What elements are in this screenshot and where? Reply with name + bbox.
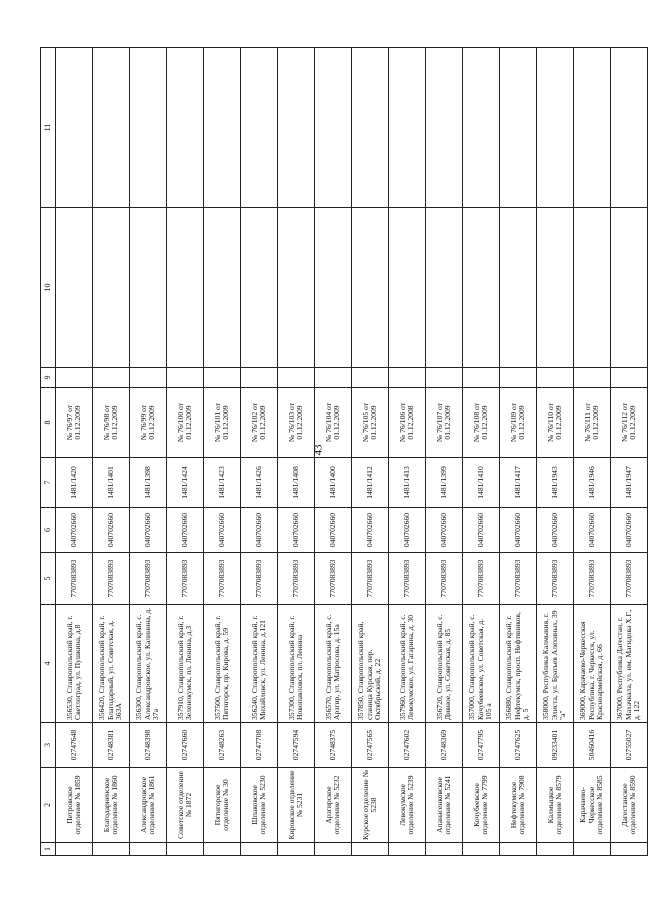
cell-empty [537, 48, 574, 208]
cell-inn: 7707083893 [463, 553, 500, 605]
cell-reg: 1481/1426 [241, 458, 278, 508]
col-header: 7 [41, 458, 56, 508]
cell-name: Левокумское отделение № 5239 [389, 768, 426, 843]
table-row [537, 48, 574, 856]
cell-address: 357500, Ставропольский край, г. Пятигорск, пр. Кирова, д. 59 [204, 605, 241, 723]
cell-kpp: 040702660 [56, 508, 93, 553]
cell-name: Нефтекумское отделение № 7908 [500, 768, 537, 843]
cell-inn: 7707083893 [93, 553, 130, 605]
cell-doc: № 76/106 от 01.12.2008 [389, 388, 426, 458]
table-row [56, 48, 93, 856]
cell-doc: № 76/107 от 01.12.2009 [426, 388, 463, 458]
cell-code: 02748263 [204, 723, 241, 768]
cell-num [315, 843, 352, 856]
cell-name: Апанасенковское отделение № 5241 [426, 768, 463, 843]
cell-reg: 1481/1946 [574, 458, 611, 508]
cell-doc: № 76/103 от 01.12.2009 [278, 388, 315, 458]
cell-empty [56, 208, 93, 368]
cell-name: Дагестанское отделение № 8590 [611, 768, 648, 843]
cell-num [611, 843, 648, 856]
cell-name: Советское отделение № 1872 [167, 768, 204, 843]
cell-empty [537, 368, 574, 388]
col-header: 3 [41, 723, 56, 768]
cell-address: 357000, Ставропольский край, с. Кочубеевское, ул. Советская, д. 105 а [463, 605, 500, 723]
cell-empty [500, 48, 537, 208]
cell-inn: 7707083893 [278, 553, 315, 605]
branch-table [40, 47, 648, 856]
cell-kpp: 040702660 [278, 508, 315, 553]
cell-name: Пятигорское отделение № 30 [204, 768, 241, 843]
cell-kpp: 040702660 [537, 508, 574, 553]
cell-empty [56, 368, 93, 388]
cell-code: 02747565 [352, 723, 389, 768]
cell-empty [537, 208, 574, 368]
cell-empty [93, 208, 130, 368]
cell-num [426, 843, 463, 856]
cell-kpp: 040702660 [389, 508, 426, 553]
cell-empty [574, 48, 611, 208]
cell-empty [389, 48, 426, 208]
cell-empty [167, 208, 204, 368]
cell-address: 356300, Ставропольский край, с. Александровское, ул. Калинина, д. 37а [130, 605, 167, 723]
cell-reg: 1481/1400 [315, 458, 352, 508]
cell-kpp: 040702660 [204, 508, 241, 553]
cell-address: 369000, Карачаево-Черкесская Республика, г. Черкесск, ул. Красноармейская, д. 66 [574, 605, 611, 723]
cell-code: 02747708 [241, 723, 278, 768]
cell-num [93, 843, 130, 856]
cell-inn: 7707083893 [167, 553, 204, 605]
cell-empty [130, 208, 167, 368]
cell-num [167, 843, 204, 856]
col-header: 6 [41, 508, 56, 553]
cell-address: 357910, Ставропольский край, г. Зеленокумск, пл. Ленина, д.3 [167, 605, 204, 723]
cell-doc: № 76/112 от 01.12.2009 [611, 388, 648, 458]
cell-empty [204, 368, 241, 388]
cell-num [352, 843, 389, 856]
cell-code: 02748375 [315, 723, 352, 768]
cell-empty [352, 368, 389, 388]
cell-doc: № 76/99 от 01.12.2009 [130, 388, 167, 458]
cell-address: 356720, Ставропольский край, с. Дивное, ул. Советская, д. 85 [426, 605, 463, 723]
cell-code: 02747660 [167, 723, 204, 768]
cell-kpp: 040702660 [463, 508, 500, 553]
cell-empty [463, 208, 500, 368]
cell-code: 02747602 [389, 723, 426, 768]
cell-empty [463, 48, 500, 208]
cell-num [130, 843, 167, 856]
cell-inn: 7707083893 [574, 553, 611, 605]
cell-reg: 1481/1423 [204, 458, 241, 508]
cell-name: Петровское отделение № 1859 [56, 768, 93, 843]
cell-empty [315, 48, 352, 208]
cell-code: 02747594 [278, 723, 315, 768]
cell-num [537, 843, 574, 856]
table-row [352, 48, 389, 856]
cell-name: Кировское отделение № 5231 [278, 768, 315, 843]
cell-doc: № 76/97 от 01.12.2009 [56, 388, 93, 458]
table-row [167, 48, 204, 856]
cell-empty [463, 368, 500, 388]
cell-inn: 7707083893 [241, 553, 278, 605]
cell-empty [315, 368, 352, 388]
table-row [426, 48, 463, 856]
cell-empty [315, 208, 352, 368]
cell-empty [241, 48, 278, 208]
table-row [389, 48, 426, 856]
cell-name: Александровское отделение № 1861 [130, 768, 167, 843]
cell-kpp: 040702660 [352, 508, 389, 553]
cell-reg: 1481/1412 [352, 458, 389, 508]
cell-reg: 1481/1420 [56, 458, 93, 508]
col-header: 9 [41, 368, 56, 388]
cell-address: 356880, Ставропольский край, г. Нефтекумск, просп. Нефтяников, д. 5 [500, 605, 537, 723]
table-body [41, 48, 648, 856]
cell-inn: 7707083893 [204, 553, 241, 605]
cell-doc: № 76/101 от 01.12.2009 [204, 388, 241, 458]
table-row [574, 48, 611, 856]
cell-doc: № 76/111 от 01.12.2009 [574, 388, 611, 458]
cell-name: Калмыцкое отделение № 8579 [537, 768, 574, 843]
cell-inn: 7707083893 [56, 553, 93, 605]
cell-doc: № 76/108 от 01.12.2009 [463, 388, 500, 458]
cell-empty [278, 368, 315, 388]
cell-empty [426, 48, 463, 208]
cell-empty [352, 48, 389, 208]
cell-empty [389, 368, 426, 388]
cell-inn: 7707083893 [352, 553, 389, 605]
cell-doc: № 76/100 от 01.12.2009 [167, 388, 204, 458]
cell-reg: 1481/1410 [463, 458, 500, 508]
cell-empty [611, 368, 648, 388]
cell-empty [574, 368, 611, 388]
page-number-text: 43 [312, 444, 324, 456]
table-row [500, 48, 537, 856]
cell-kpp: 040702660 [130, 508, 167, 553]
cell-name: Арзгирское отделение № 5232 [315, 768, 352, 843]
cell-empty [278, 208, 315, 368]
cell-empty [167, 368, 204, 388]
cell-reg: 1481/1413 [389, 458, 426, 508]
cell-empty [93, 368, 130, 388]
cell-reg: 1481/1943 [537, 458, 574, 508]
cell-address: 356240, Ставропольский край, г. Михайловск, ул. Ленина, д.121 [241, 605, 278, 723]
cell-reg: 1481/1398 [130, 458, 167, 508]
cell-kpp: 040702660 [611, 508, 648, 553]
col-header: 2 [41, 768, 56, 843]
cell-kpp: 040702660 [574, 508, 611, 553]
cell-inn: 7707083893 [500, 553, 537, 605]
cell-num [500, 843, 537, 856]
table-row [315, 48, 352, 856]
cell-kpp: 040702660 [426, 508, 463, 553]
cell-code: 02755027 [611, 723, 648, 768]
cell-empty [278, 48, 315, 208]
cell-inn: 7707083893 [426, 553, 463, 605]
cell-code: 02747795 [463, 723, 500, 768]
cell-doc: № 76/110 от 01.12.2009 [537, 388, 574, 458]
cell-name: Кочубеевское отделение № 7799 [463, 768, 500, 843]
cell-num [204, 843, 241, 856]
cell-code: 02747625 [500, 723, 537, 768]
cell-reg: 1481/1401 [93, 458, 130, 508]
col-header: 5 [41, 553, 56, 605]
cell-address: 367000, Республика Дагестан, г. Махачкала, ул. им. Магидова Х.Г., д. 122 [611, 605, 648, 723]
cell-address: 357850, Ставропольский край, станица Курская, пер. Октябрьский, д. 22 [352, 605, 389, 723]
col-header: 1 [41, 843, 56, 856]
cell-empty [93, 48, 130, 208]
cell-name: Карачаево-Черкесское отделение № 8585 [574, 768, 611, 843]
cell-address: 356530, Ставропольский край, г. Светлоград, ул. Пушкина, д.8 [56, 605, 93, 723]
cell-address: 357300, Ставропольский край, г. Новопавловск, пл. Ленина [278, 605, 315, 723]
cell-empty [426, 208, 463, 368]
cell-num [389, 843, 426, 856]
cell-empty [611, 208, 648, 368]
cell-reg: 1481/1424 [167, 458, 204, 508]
cell-empty [500, 208, 537, 368]
cell-address: 357960, Ставропольский край, с. Левокумское, ул. Гагарина, д. 30 [389, 605, 426, 723]
cell-code: 02748369 [426, 723, 463, 768]
cell-reg: 1481/1947 [611, 458, 648, 508]
cell-num [463, 843, 500, 856]
cell-inn: 7707083893 [537, 553, 574, 605]
cell-num [241, 843, 278, 856]
table-row [241, 48, 278, 856]
cell-empty [56, 48, 93, 208]
table-row [130, 48, 167, 856]
cell-code: 02747648 [56, 723, 93, 768]
col-header: 11 [41, 48, 56, 208]
cell-empty [574, 208, 611, 368]
cell-reg: 1481/1399 [426, 458, 463, 508]
cell-empty [426, 368, 463, 388]
cell-inn: 7707083893 [130, 553, 167, 605]
cell-inn: 7707083893 [389, 553, 426, 605]
cell-name: Курское отделение № 5238 [352, 768, 389, 843]
rotated-sheet [40, 48, 642, 856]
cell-num [574, 843, 611, 856]
cell-doc: № 76/109 от 01.12.2009 [500, 388, 537, 458]
cell-empty [204, 48, 241, 208]
table-row [204, 48, 241, 856]
col-header: 4 [41, 605, 56, 723]
cell-code: 02748398 [130, 723, 167, 768]
cell-name: Шпаковское отделение № 5230 [241, 768, 278, 843]
cell-empty [241, 208, 278, 368]
cell-doc: № 76/102 от 01.12.2009 [241, 388, 278, 458]
table-row [93, 48, 130, 856]
cell-inn: 7707083893 [611, 553, 648, 605]
cell-doc: № 76/105 от 01.12.2009 [352, 388, 389, 458]
column-number-row [41, 48, 56, 856]
cell-address: 358000, Республика Калмыкия, г. Элиста, ул. Братьев Алехиных, 39 "а" [537, 605, 574, 723]
cell-empty [611, 48, 648, 208]
cell-empty [130, 368, 167, 388]
table-row [611, 48, 648, 856]
cell-empty [241, 368, 278, 388]
cell-name: Благодарненское отделение № 1860 [93, 768, 130, 843]
cell-kpp: 040702660 [93, 508, 130, 553]
col-header: 8 [41, 388, 56, 458]
cell-reg: 1481/1417 [500, 458, 537, 508]
cell-doc: № 76/98 от 01.12.2009 [93, 388, 130, 458]
cell-empty [352, 208, 389, 368]
cell-inn: 7707083893 [315, 553, 352, 605]
cell-address: 356570, Ставропольский край, с. Арзгир, ул. Матросова, д. 15а [315, 605, 352, 723]
cell-empty [130, 48, 167, 208]
cell-empty [204, 208, 241, 368]
cell-empty [500, 368, 537, 388]
cell-address: 356420, Ставропольский край, г. Благодарный, ул. Советская, д. 363А [93, 605, 130, 723]
cell-code: 02748381 [93, 723, 130, 768]
cell-kpp: 040702660 [167, 508, 204, 553]
col-header: 10 [41, 208, 56, 368]
cell-kpp: 040702660 [241, 508, 278, 553]
cell-empty [167, 48, 204, 208]
cell-num [278, 843, 315, 856]
table-row [278, 48, 315, 856]
cell-code: 09233401 [537, 723, 574, 768]
cell-reg: 1481/1408 [278, 458, 315, 508]
cell-num [56, 843, 93, 856]
cell-kpp: 040702660 [315, 508, 352, 553]
cell-doc: № 76/104 от 01.12.2009 [315, 388, 352, 458]
cell-code: 50460416 [574, 723, 611, 768]
cell-empty [389, 208, 426, 368]
cell-kpp: 040702660 [500, 508, 537, 553]
table-row [463, 48, 500, 856]
